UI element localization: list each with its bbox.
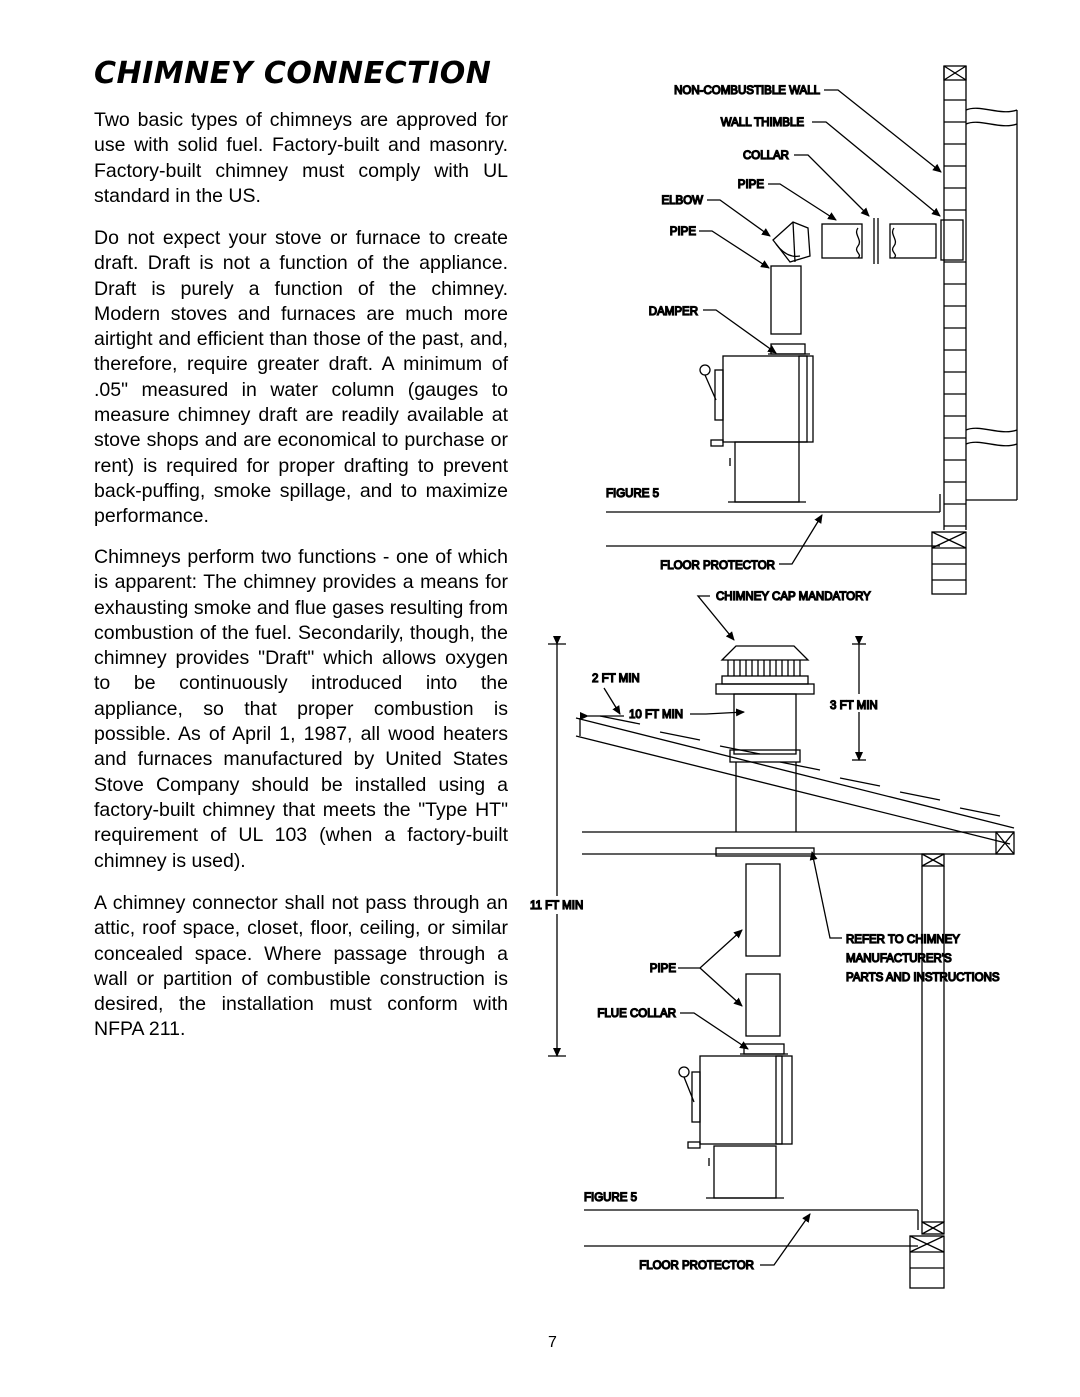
paragraph-draft: Do not expect your stove or furnace to create draft. Draft is not a function of the appliance. Draft is purely a function of the chimney. Modern stoves and furnaces are much more airtight and efficient than those of the past, and, therefore, require greater draft. A minimum of .05" measured in water column (gauges to measure chimney draft are readily available at stove shops and are economical to purchase or rent) is required for proper drafting to prevent back-puffing, smoke spillage, and to maximize performance. (94, 227, 508, 528)
label-10-ft-min: 10 FT MIN (629, 709, 684, 721)
chimney-above-roof (734, 694, 796, 754)
label-3-ft-min: 3 FT MIN (830, 700, 878, 712)
roof (576, 716, 1014, 844)
vertical-pipe (771, 266, 801, 334)
label-wall-thimble: WALL THIMBLE (720, 117, 804, 129)
label-floor-protector-top: FLOOR PROTECTOR (660, 560, 775, 572)
figure-roof-passthrough (530, 591, 1014, 1288)
page-title: CHIMNEY CONNECTION (94, 56, 492, 91)
label-non-combustible-wall: NON-COMBUSTIBLE WALL (674, 85, 820, 97)
horizontal-pipe (822, 218, 936, 264)
paragraph-chimney-types: Two basic types of chimneys are approved for use with solid fuel. Factory-built and masonry. Factory-built chimney must comply with UL standard in the US. (94, 109, 508, 207)
ceiling (582, 832, 1014, 856)
masonry-base (932, 532, 966, 594)
floor-bottom (584, 1210, 918, 1246)
label-elbow: ELBOW (661, 195, 703, 207)
elbow (773, 222, 810, 262)
label-damper: DAMPER (648, 306, 698, 318)
label-pipe-vertical: PIPE (669, 226, 696, 238)
chimney-through-attic (736, 762, 796, 832)
label-refer-line-1: REFER TO CHIMNEY (846, 934, 960, 946)
storm-collar (730, 750, 800, 762)
stove-top-figure (700, 344, 813, 502)
chimney-cap (716, 646, 814, 694)
label-figure-top: FIGURE 5 (606, 488, 660, 500)
label-collar: COLLAR (742, 150, 789, 162)
page-number: 7 (548, 1334, 557, 1351)
label-flue-collar: FLUE COLLAR (597, 1008, 676, 1020)
label-pipe: PIPE (649, 963, 676, 975)
label-refer-line-2: MANUFACTURER'S (846, 953, 952, 965)
label-2-ft-min: 2 FT MIN (592, 673, 640, 685)
chimney-pipe-upper (746, 864, 780, 956)
paragraph-chimney-functions: Chimneys perform two functions - one of which is apparent: The chimney provides a means for exhausting smoke and flue gases resulting from combustion of the fuel. Secondarily, though, the chimney provides "Draft" which allows oxygen to be continuously introduced into the appliance, so that proper combustion is possible. As of April 1, 1987, all wood heaters and furnaces manufactured by United States Stove Company should be installed using a factory-built chimney that meets the "Type HT" requirement of UL 103 (when a factory-built chimney is used). (94, 546, 508, 872)
paragraph-connector-passage: A chimney connector shall not pass through an attic, roof space, closet, floor, ceiling, or similar concealed space. Where passage through a wall or partition of combustible construction is desired, the installation must conform with NFPA 211. (94, 892, 508, 1041)
label-pipe-horizontal: PIPE (737, 179, 764, 191)
label-figure-bottom: FIGURE 5 (584, 1192, 638, 1204)
leader-lines-bottom (678, 596, 842, 1265)
figure-wall-connection (606, 66, 1017, 594)
wall-lower (910, 854, 944, 1288)
label-floor-protector-bottom: FLOOR PROTECTOR (639, 1260, 754, 1272)
label-chimney-cap: CHIMNEY CAP MANDATORY (716, 591, 871, 603)
chimney-pipe-lower (746, 974, 780, 1036)
dimension-lines (548, 644, 866, 1056)
masonry-chimney-flue (966, 108, 1017, 500)
label-11-ft-min: 11 FT MIN (530, 900, 584, 912)
stove-bottom-figure (679, 1044, 792, 1198)
non-combustible-wall (944, 66, 966, 530)
label-refer-line-3: PARTS AND INSTRUCTIONS (846, 972, 1000, 984)
